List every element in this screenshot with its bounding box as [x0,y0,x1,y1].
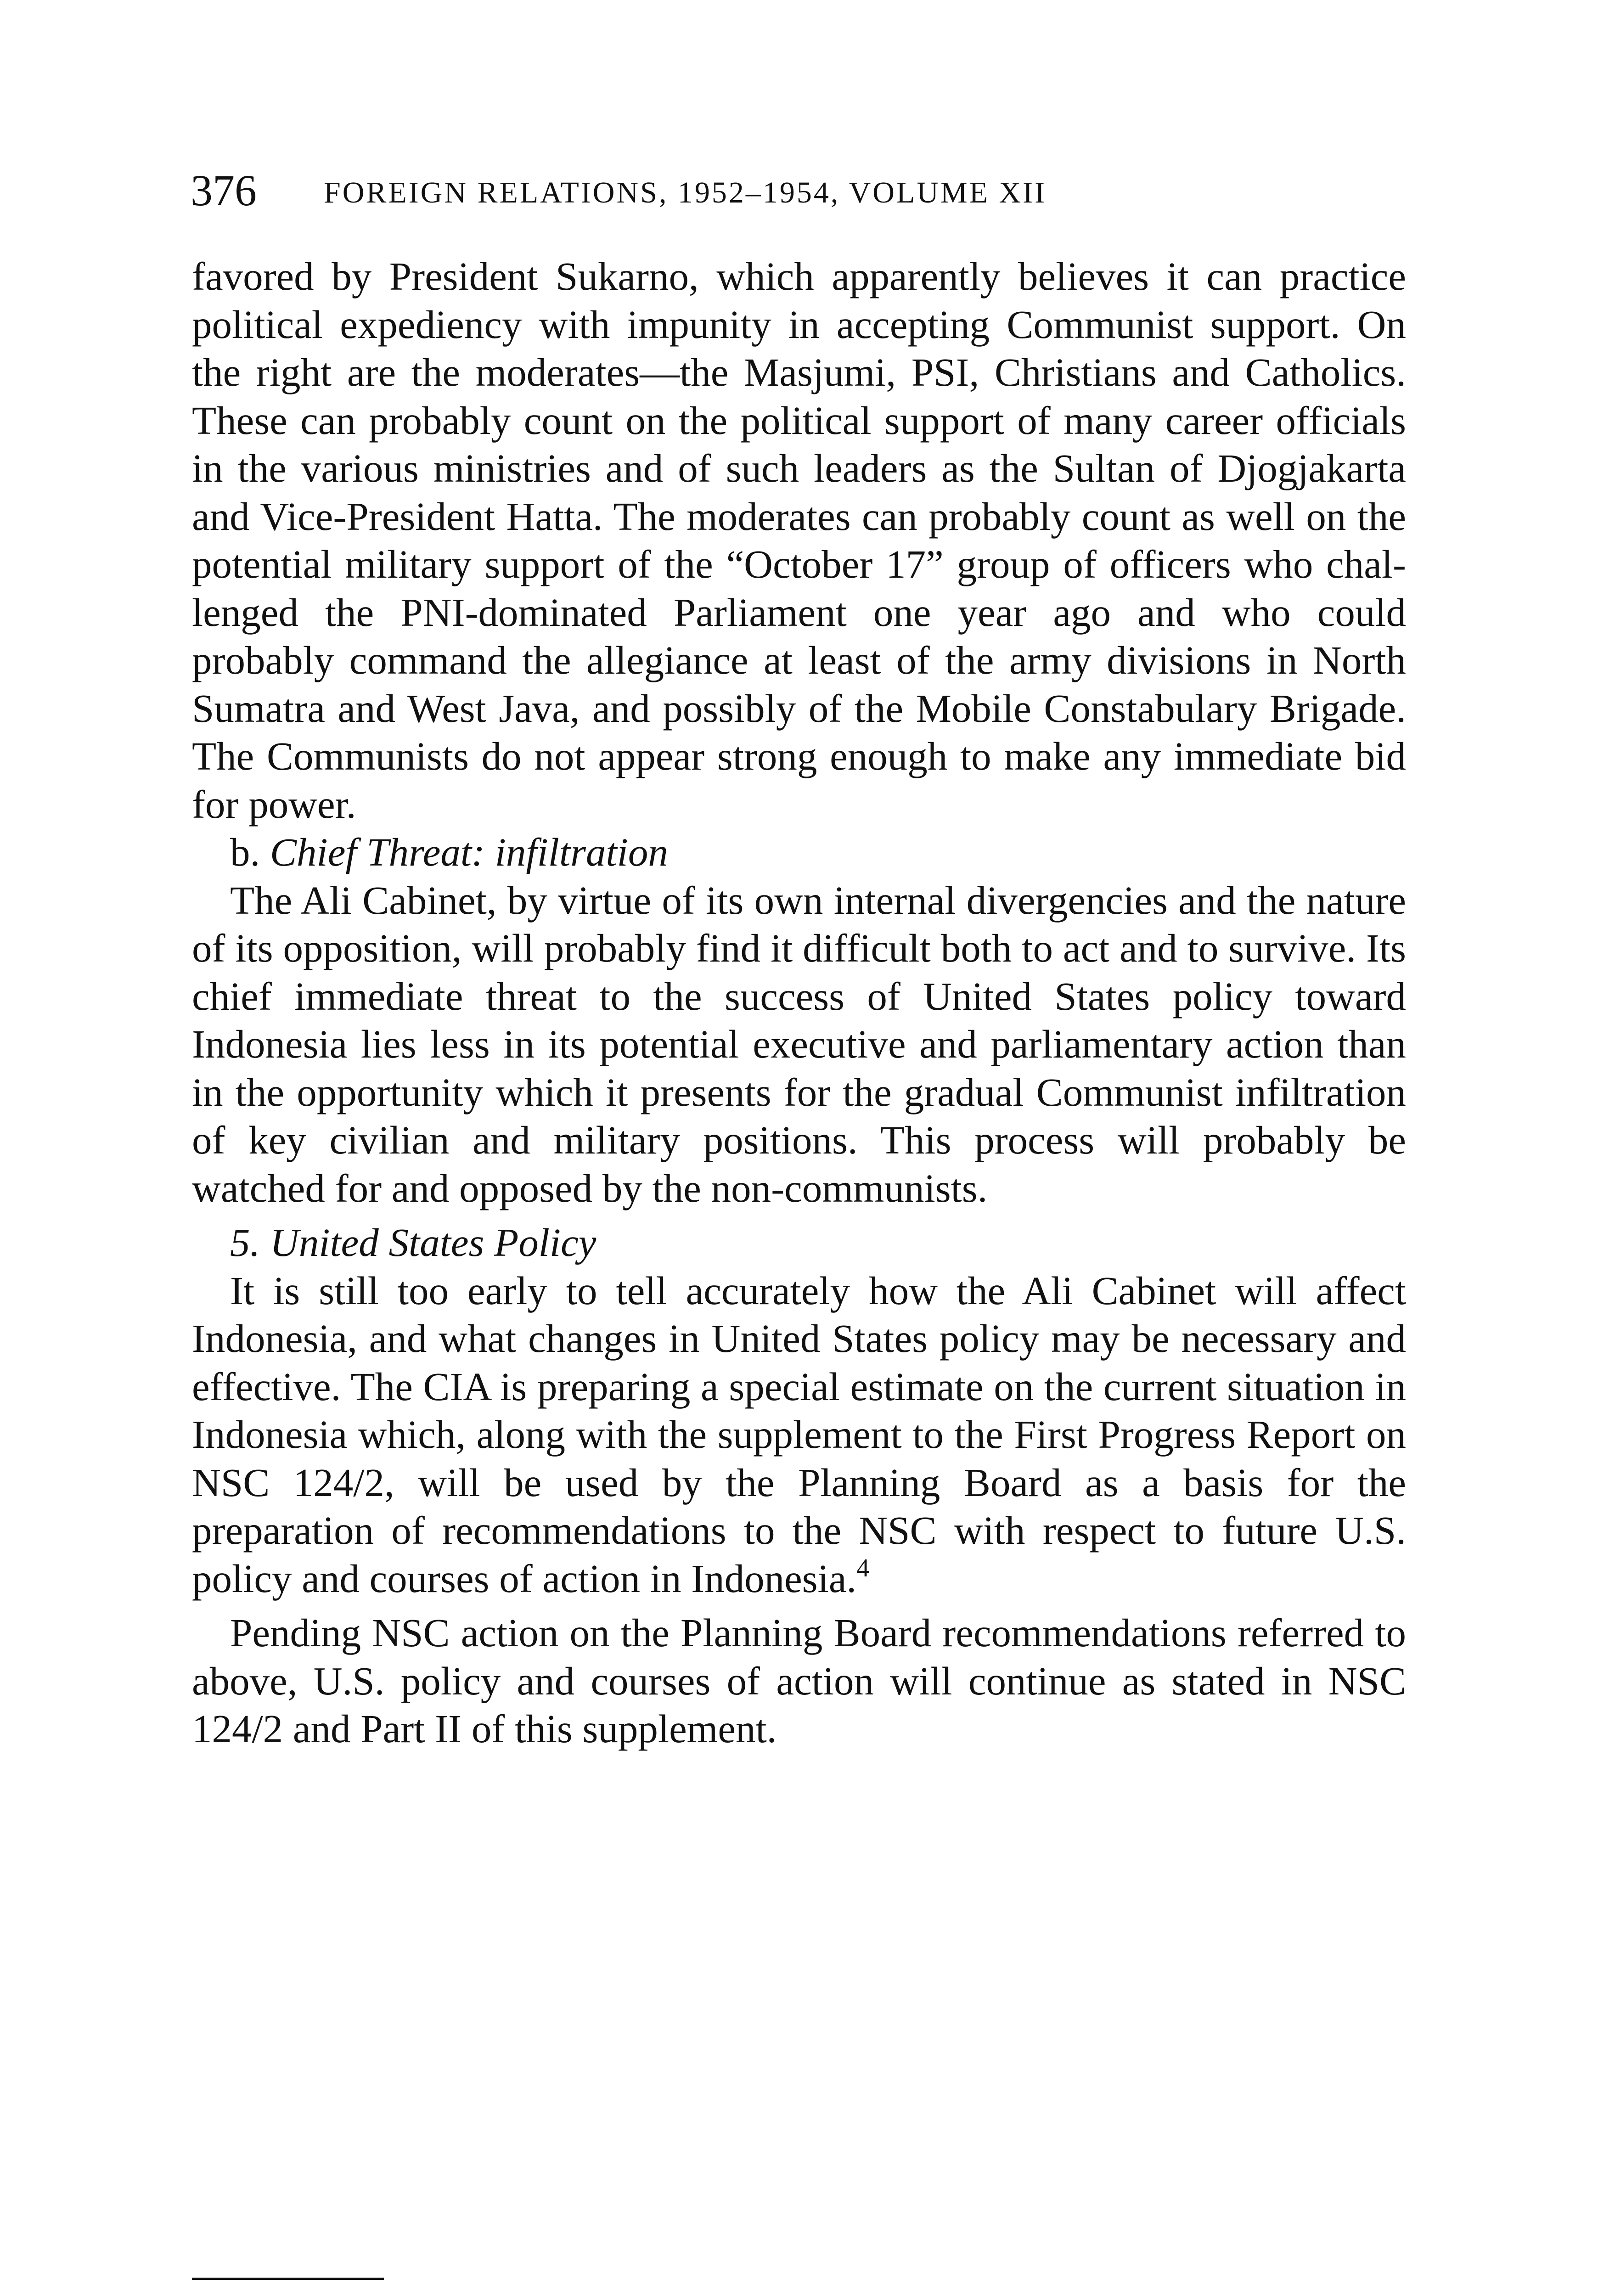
body-text [192,253,1406,1753]
section-heading-5 [192,1219,1406,1267]
paragraph-us-policy [192,1267,1406,1603]
paragraph-chief-threat: The Ali Cabinet, by virtue of its own internal divergencies and the nature of its opposition, will probably find it difficult both to act and to survive. Its chief immediate threat to the success of United States policy toward Indonesia lies less in its potential executive and parliamentary action than in the opportunity which it presents for the gradual Communist infiltration of key civilian and military positions. This process will probably be watched for and opposed by the non-communists. [192,878,1406,1210]
section-heading-5-title: United States Policy [270,1220,596,1265]
footnote-divider [192,2278,384,2280]
section-heading-b-prefix: b. [230,830,270,874]
footnote-reference: 4 [856,1553,870,1582]
running-title: FOREIGN RELATIONS, 1952–1954, VOLUME XII [324,176,1047,209]
paragraph-us-policy-text: It is still too early to tell accurately how the Ali Cabinet will affect Indonesia, and what changes in United States policy may be necessary and effective. The CIA is preparing a special estimate on the current situation in Indonesia which, along with the supplement to the First Progress Report on NSC 124/2, will be used by the Planning Board as a basis for the preparation of recommendations to the NSC with respect to future U.S. policy and courses of action in Indonesia. [192,1268,1406,1601]
section-heading-5-prefix: 5. [230,1220,270,1265]
section-heading-b [192,828,1406,877]
paragraph-pending-action: Pending NSC action on the Planning Board recommendations referred to above, U.S. policy and courses of action will continue as stated in NSC 124/2 and Part II of this supplement. [192,1610,1406,1751]
section-heading-b-title: Chief Threat: infiltration [270,830,668,874]
page-number: 376 [191,166,257,215]
paragraph-continuation: favored by President Sukarno, which apparently believes it can practice political expediency with impunity in accepting Communist support. On the right are the moderates—the Masjumi, PSI, Christians and Catholics. These can probably count on the political support of many career officials in the various ministries and of such leaders as the Sultan of Djogjakarta and Vice-President Hatta. The moderates can probably count as well on the potential military support of the “October 17” group of officers who challenged the PNI-dominated Parliament one year ago and who could probably command the allegiance at least of the army divisions in North Sumatra and West Java, and possibly of the Mobile Constabulary Brigade. The Communists do not appear strong enough to make any immediate bid for power. [192,254,1406,827]
page-header [191,165,1407,225]
